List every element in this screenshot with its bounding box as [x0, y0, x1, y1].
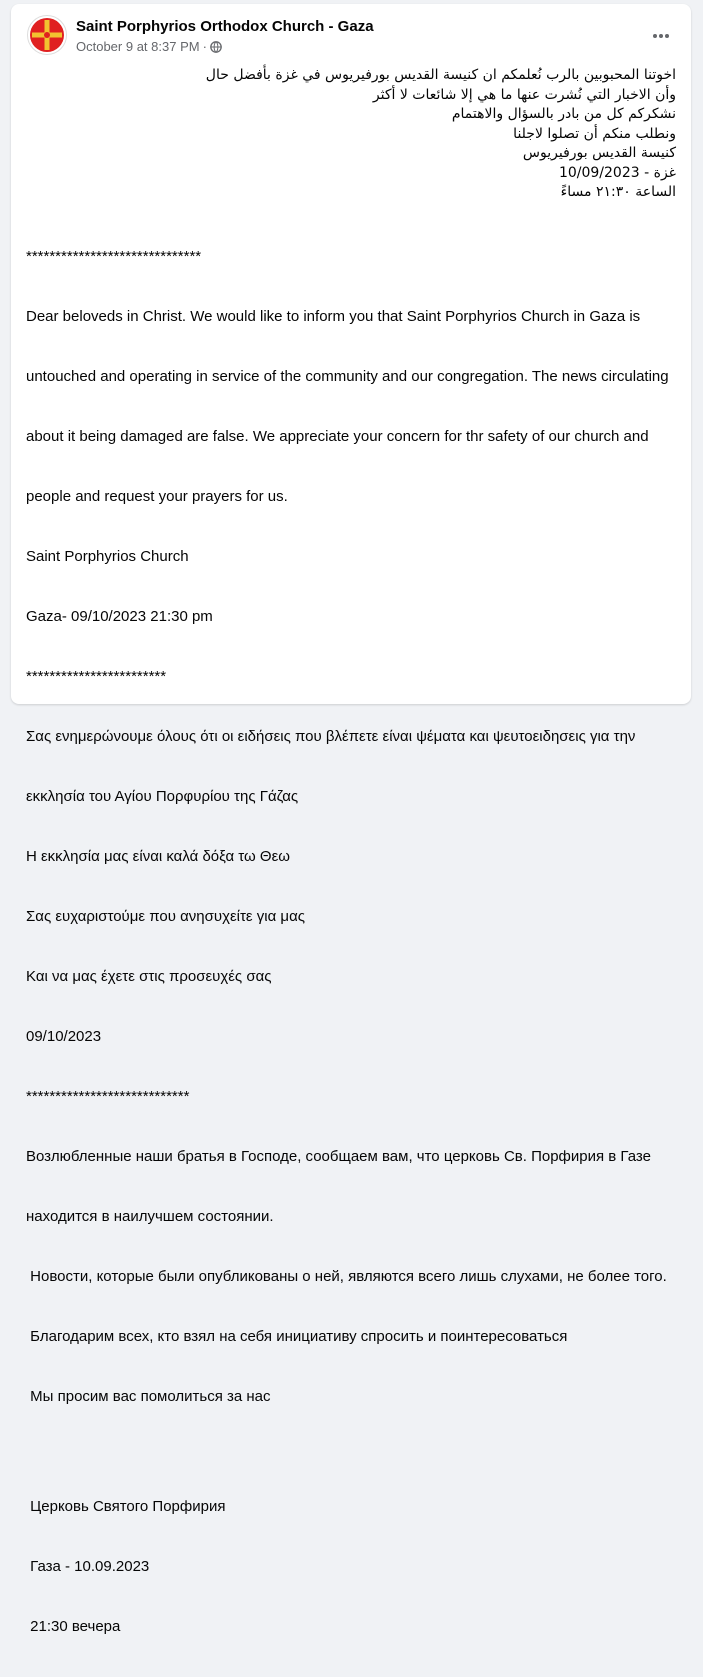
text-line: Και να μας έχετε στις προσευχές σας [26, 968, 272, 985]
text-line: ************************ [26, 668, 167, 685]
text-line: Новости, которые были опубликованы о ней, являются всего лишь слухами, не более того. [26, 1268, 667, 1285]
more-horizontal-icon [652, 33, 670, 39]
text-line: about it being damaged are false. We appreciate your concern for thr safety of our church and [26, 428, 649, 445]
text-line: 21:30 вечера [26, 1618, 121, 1635]
text-line: Σας ενημερώνουμε όλους ότι οι ειδήσεις που βλέπετε είναι ψέματα και ψευτοειδησεις για την [26, 728, 636, 745]
text-line: people and request your prayers for us. [26, 488, 288, 505]
text-line: الساعة ٢١:٣٠ مساءً [560, 184, 676, 200]
text-line: 09/10/2023 [26, 1028, 102, 1045]
meta-separator: · [202, 39, 207, 54]
text-line: وأن الاخبار التي نُشرت عنها ما هي إلا شائعات لا أكثر [372, 86, 676, 103]
post-meta [76, 39, 222, 54]
text-line: كنيسة القديس بورفيريوس [522, 145, 676, 161]
text-line: ****************************** [26, 248, 202, 265]
page-avatar[interactable] [27, 15, 67, 55]
post-text-multilingual [26, 207, 686, 1677]
post-timestamp[interactable]: October 9 at 8:37 PM [76, 39, 200, 54]
globe-icon[interactable] [210, 41, 222, 53]
text-line [26, 1447, 686, 1457]
text-line: نشكركم كل من بادر بالسؤال والاهتمام [451, 106, 676, 122]
text-line: находится в наилучшем состоянии. [26, 1208, 274, 1225]
text-line: Dear beloveds in Christ. We would like to inform you that Saint Porphyrios Church in Gaza is [26, 308, 641, 325]
text-line: Η εκκλησία μας είναι καλά δόξα τω Θεω [26, 848, 290, 865]
text-line: اخوتنا المحبوبين بالرب نُعلمكم ان كنيسة القديس بورفيريوس في غزة بأفضل حال [205, 67, 676, 83]
text-line: Saint Porphyrios Church [26, 548, 189, 565]
more-options-button[interactable] [645, 20, 677, 52]
text-line: Σας ευχαριστούμε που ανησυχείτε για μας [26, 908, 305, 925]
text-line: Возлюбленные наши братья в Господе, сообщаем вам, что церковь Св. Порфирия в Газе [26, 1148, 651, 1165]
text-line: Gaza- 09/10/2023 21:30 pm [26, 608, 213, 625]
text-line: **************************** [26, 1088, 190, 1105]
text-line: Газа - 10.09.2023 [26, 1558, 150, 1575]
text-line: غزة - 10/09/2023 [558, 164, 676, 181]
post-text-arabic [36, 66, 676, 203]
church-emblem-icon [28, 16, 66, 54]
text-line: Церковь Святого Порфирия [26, 1498, 226, 1515]
text-line: Мы просим вас помолиться за нас [26, 1388, 271, 1405]
text-line: ونطلب منكم أن تصلوا لاجلنا [513, 125, 676, 142]
text-line: εκκλησία του Αγίου Πορφυρίου της Γάζας [26, 788, 299, 805]
post-card [11, 4, 691, 1635]
page-name-link[interactable]: Saint Porphyrios Orthodox Church - Gaza [76, 18, 374, 35]
text-line: Благодарим всех, кто взял на себя инициативу спросить и поинтересоваться [26, 1328, 568, 1345]
text-line: untouched and operating in service of the community and our congregation. The news circulating [26, 368, 669, 385]
